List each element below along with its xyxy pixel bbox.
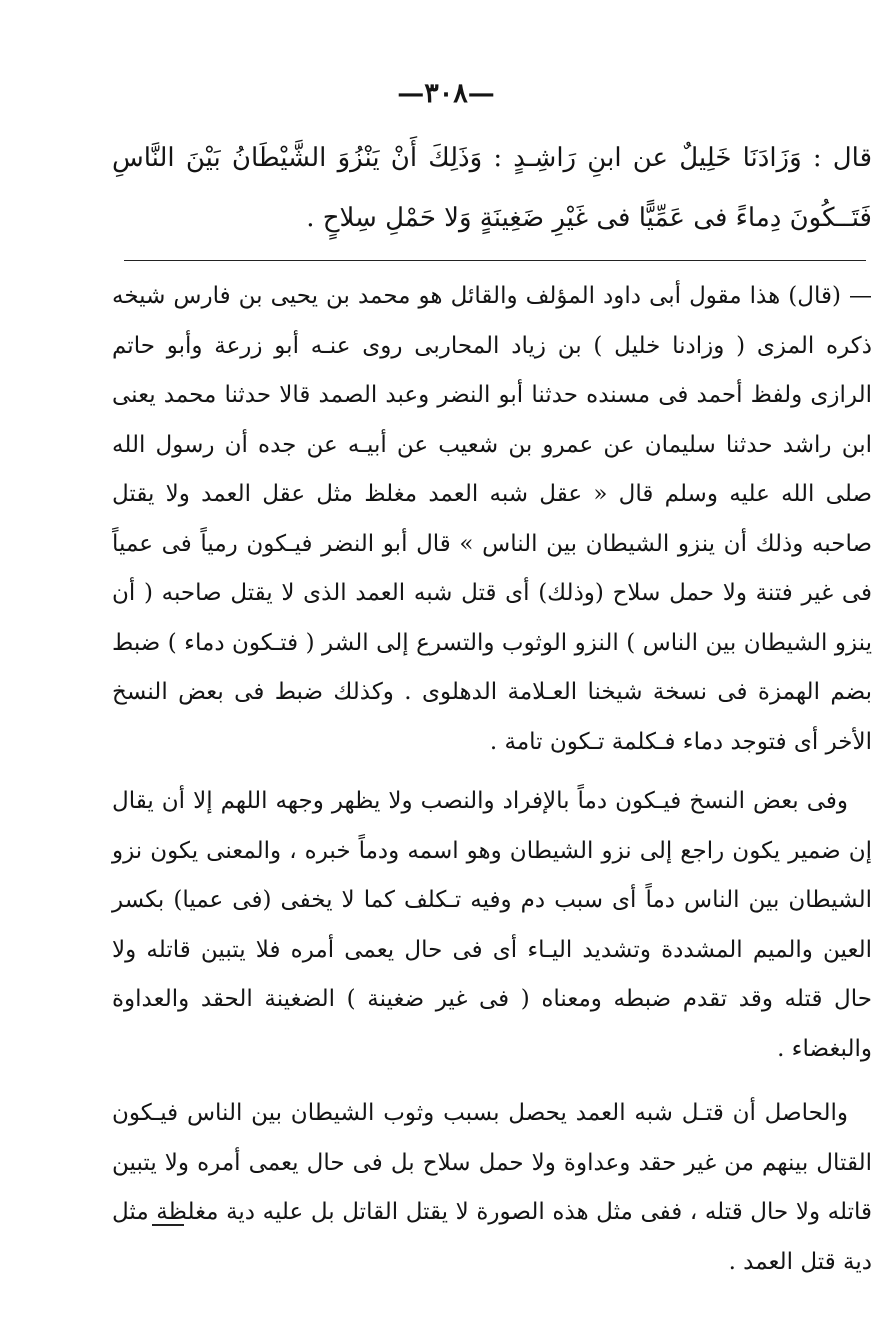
end-dash [152, 1224, 184, 1226]
commentary [112, 272, 872, 1287]
commentary-paragraph: والحاصل أن قتـل شبه العمد يحصل بسبب وثوب الشيطان بين الناس فيـكون القتال بينهم من غير حقد وعداوة ولا حمل سلاح بل فى حال يعمى أمره ولا يتبين قاتله ولا حال قتله ، ففى مثل هذه الصورة لا يقتل القاتل بل عليه دية مغلظة مثل دية قتل العمد . [112, 1100, 872, 1275]
page-number: —٣٠٨— [397, 78, 495, 109]
footnote-divider [124, 260, 866, 261]
hadith-text: قال : وَزَادَنَا خَلِيلٌ عن ابنِ رَاشِـدٍ : وَذَلِكَ أَنْ يَنْزُوَ الشَّيْطَانُ بَيْنَ النَّاسِ فَتَــكُونَ دِماءً فى عَمِّيًّا فى غَيْرِ ضَغِينَةٍ وَلا حَمْلِ سِلاحٍ . [112, 143, 872, 233]
commentary-paragraph: وفى بعض النسخ فيـكون دماً بالإفراد والنصب ولا يظهر وجهه اللهم إلا أن يقال إن ضمير يكون راجع إلى نزو الشيطان وهو اسمه ودماً خبره ، والمعنى يكون نزو الشيطان بين الناس دماً أى سبب دم وفيه تـكلف كما لا يخفى (فى عميا) بكسر العين والميم المشددة وتشديد اليـاء أى فى حال يعمى أمره فلا يتبين قاتله ولا حال قتله وقد تقدم ضبطه ومعناه ( فى غير ضغينة ) الضغينة الحقد والعداوة والبغضاء . [112, 788, 872, 1062]
commentary-paragraph: — (قال) هذا مقول أبى داود المؤلف والقائل هو محمد بن يحيى بن فارس شيخه ذكره المزى ( وزادنا خليل ) بن زياد المحاربى روى عنـه أبو زرعة وأبو حاتم الرازى ولفظ أحمد فى مسنده حدثنا أبو النضر وعبد الصمد قالا حدثنا محمد يعنى ابن راشد حدثنا سليمان عن عمرو بن شعيب عن أبيـه عن جده أن رسول الله صلى الله عليه وسلم قال « عقل شبه العمد مغلظ مثل عقل العمد ولا يقتل صاحبه وذلك أن ينزو الشيطان بين الناس » قال أبو النضر فيـكون رمياً فى عمياً فى غير فتنة ولا حمل سلاح (وذلك) أى قتل شبه العمد الذى لا يقتل صاحبه ( أن ينزو الشيطان بين الناس ) النزو الوثوب والتسرع إلى الشر ( فتـكون دماء ) ضبط بضم الهمزة فى نسخة شيخنا العـلامة الدهلوى . وكذلك ضبط فى بعض النسخ الأخر أى فتوجد دماء فـكلمة تـكون تامة . [112, 283, 872, 755]
